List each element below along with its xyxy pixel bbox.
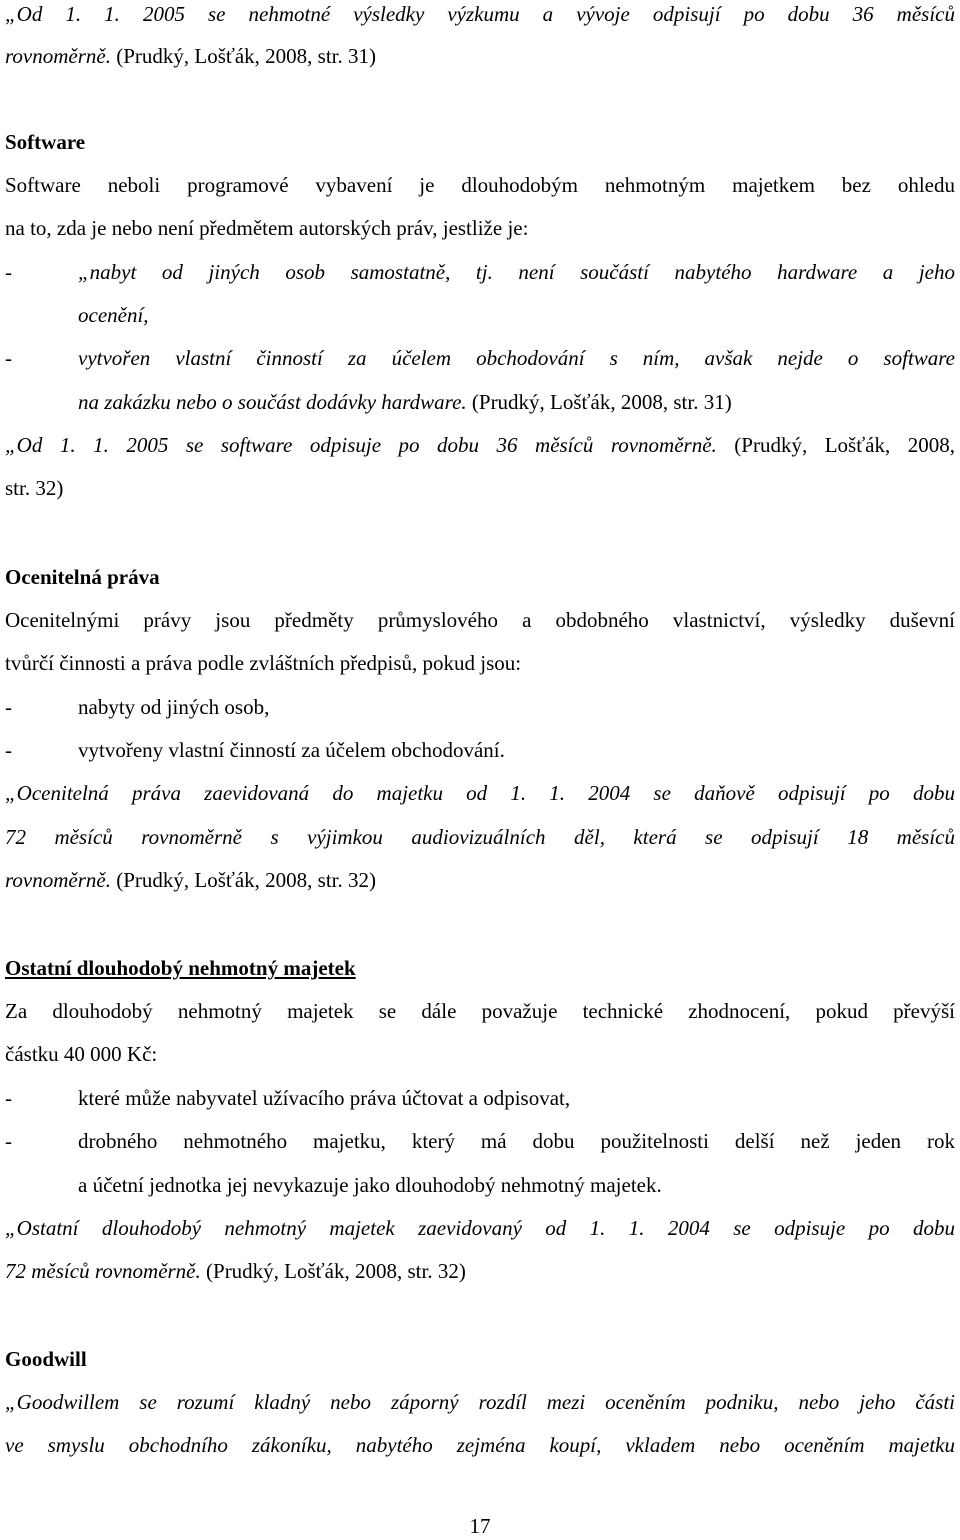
paragraph-line: na to, zda je nebo není předmětem autorských práv, jestliže je: — [5, 216, 529, 240]
text-line: rovnoměrně. (Prudký, Lošťák, 2008, str. 31) — [5, 44, 376, 68]
paragraph-line: Za dlouhodobý nehmotný majetek se dále považuje technické zhodnocení, pokud převýší — [5, 999, 955, 1023]
section-heading-software: Software — [5, 130, 86, 154]
list-item-cont: ocenění, — [78, 303, 149, 327]
text-line: „Od 1. 1. 2005 se software odpisuje po dobu 36 měsíců rovnoměrně. (Prudký, Lošťák, 2008, — [5, 433, 955, 457]
paragraph-line: Ocenitelnými právy jsou předměty průmyslového a obdobného vlastnictví, výsledky duševní — [5, 608, 955, 632]
list-bullet: - — [5, 346, 12, 370]
text-line: rovnoměrně. (Prudký, Lošťák, 2008, str. 32) — [5, 868, 376, 892]
list-item: „nabyt od jiných osob samostatně, tj. není součástí nabytého hardware a jeho — [78, 260, 955, 284]
page-number: 17 — [469, 1514, 491, 1538]
text-line: „Goodwillem se rozumí kladný nebo záporný rozdíl mezi oceněním podniku, nebo jeho části — [5, 1390, 955, 1414]
list-bullet: - — [5, 1086, 12, 1110]
paragraph-line: částku 40 000 Kč: — [5, 1042, 158, 1066]
list-item: vytvořen vlastní činností za účelem obchodování s ním, avšak nejde o software — [78, 346, 955, 370]
text-line: 72 měsíců rovnoměrně s výjimkou audiovizuálních děl, která se odpisují 18 měsíců — [5, 825, 955, 849]
section-heading-ocenitelna-prava: Ocenitelná práva — [5, 565, 160, 589]
text-line: str. 32) — [5, 476, 64, 500]
section-heading-goodwill: Goodwill — [5, 1347, 87, 1371]
text-line: „Od 1. 1. 2005 se nehmotné výsledky výzkumu a vývoje odpisují po dobu 36 měsíců — [5, 2, 955, 26]
text-line: ve smyslu obchodního zákoníku, nabytého zejména koupí, vkladem nebo oceněním majetku — [5, 1433, 955, 1457]
list-item: vytvořeny vlastní činností za účelem obchodování. — [78, 738, 505, 762]
list-item-cont: na zakázku nebo o součást dodávky hardware. (Prudký, Lošťák, 2008, str. 31) — [78, 390, 732, 414]
section-heading-ostatni: Ostatní dlouhodobý nehmotný majetek — [5, 956, 356, 980]
text-line: 72 měsíců rovnoměrně. (Prudký, Lošťák, 2008, str. 32) — [5, 1259, 466, 1283]
list-item: drobného nehmotného majetku, který má dobu použitelnosti delší než jeden rok — [78, 1129, 955, 1153]
text-line: „Ostatní dlouhodobý nehmotný majetek zaevidovaný od 1. 1. 2004 se odpisuje po dobu — [5, 1216, 955, 1240]
text-line: „Ocenitelná práva zaevidovaná do majetku od 1. 1. 2004 se daňově odpisují po dobu — [5, 781, 955, 805]
list-item: které může nabyvatel užívacího práva účtovat a odpisovat, — [78, 1086, 571, 1110]
list-bullet: - — [5, 1129, 12, 1153]
list-bullet: - — [5, 738, 12, 762]
list-bullet: - — [5, 695, 12, 719]
list-item-cont: a účetní jednotka jej nevykazuje jako dlouhodobý nehmotný majetek. — [78, 1173, 662, 1197]
paragraph-line: tvůrčí činnosti a práva podle zvláštních předpisů, pokud jsou: — [5, 651, 522, 675]
list-bullet: - — [5, 260, 12, 284]
paragraph-line: Software neboli programové vybavení je dlouhodobým nehmotným majetkem bez ohledu — [5, 173, 955, 197]
list-item: nabyty od jiných osob, — [78, 695, 270, 719]
